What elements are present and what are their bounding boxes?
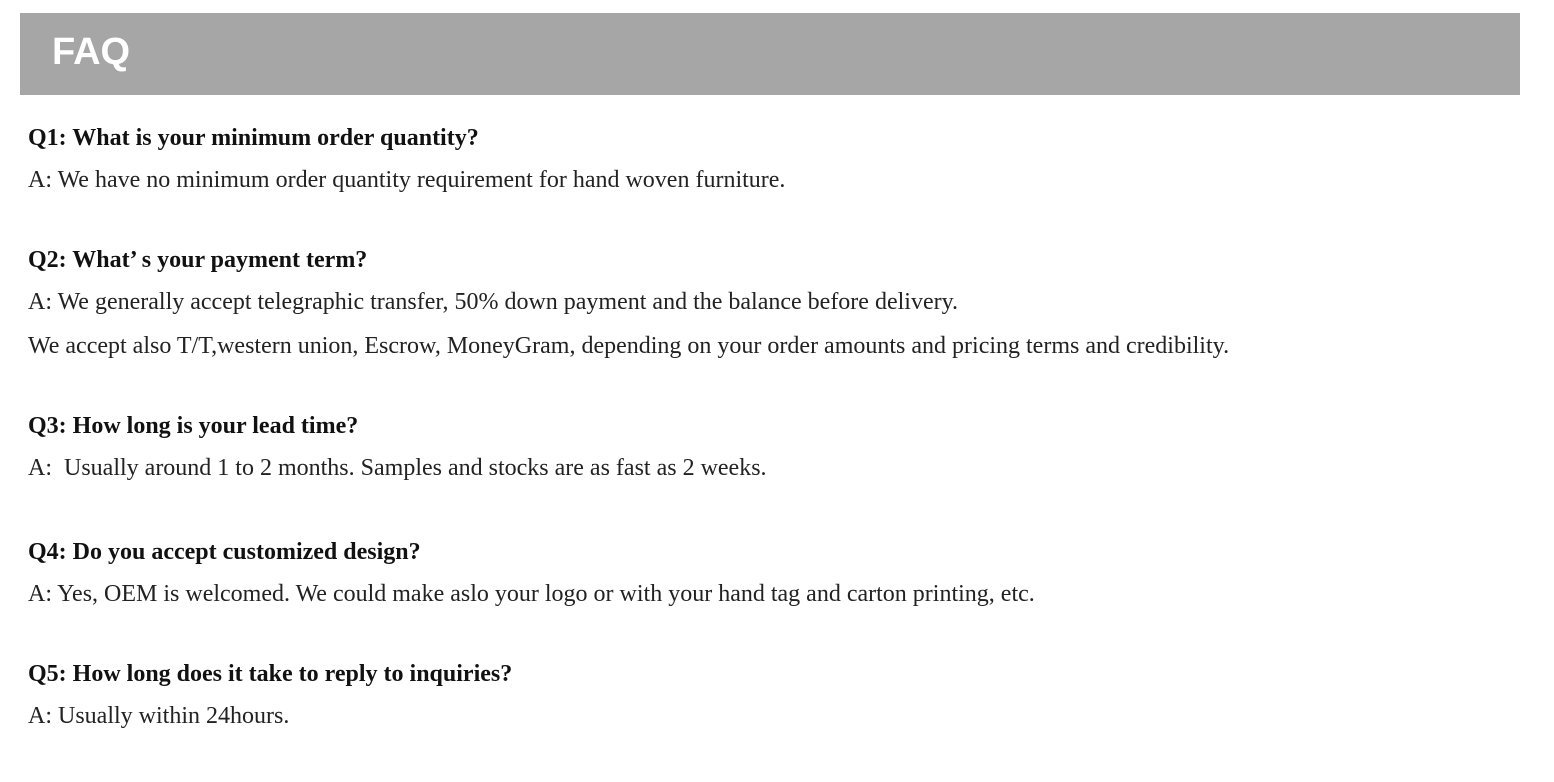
faq-question: Q5: How long does it take to reply to inquiries? (28, 661, 513, 687)
faq-answer: We accept also T/T,western union, Escrow, MoneyGram, depending on your order amounts and pricing terms and credibility. (28, 333, 1230, 359)
faq-question: Q4: Do you accept customized design? (28, 539, 421, 565)
faq-answer: A: We generally accept telegraphic transfer, 50% down payment and the balance before delivery. (28, 289, 959, 315)
faq-item (28, 240, 1528, 368)
faq-answer: A: We have no minimum order quantity requirement for hand woven furniture. (28, 167, 786, 193)
faq-item (28, 654, 1528, 738)
faq-answer: A: Yes, OEM is welcomed. We could make aslo your logo or with your hand tag and carton printing, etc. (28, 581, 1035, 607)
faq-title: FAQ (52, 31, 131, 73)
faq-header (20, 13, 1520, 95)
faq-answer: A: Usually around 1 to 2 months. Samples and stocks are as fast as 2 weeks. (28, 455, 767, 481)
faq-item (28, 532, 1528, 616)
faq-question: Q2: What’ s your payment term? (28, 247, 368, 273)
faq-question: Q1: What is your minimum order quantity? (28, 125, 479, 151)
faq-answer: A: Usually within 24hours. (28, 703, 290, 729)
faq-item (28, 118, 1528, 202)
faq-question: Q3: How long is your lead time? (28, 413, 359, 439)
faq-item (28, 406, 1528, 490)
faq-list (28, 118, 1528, 738)
